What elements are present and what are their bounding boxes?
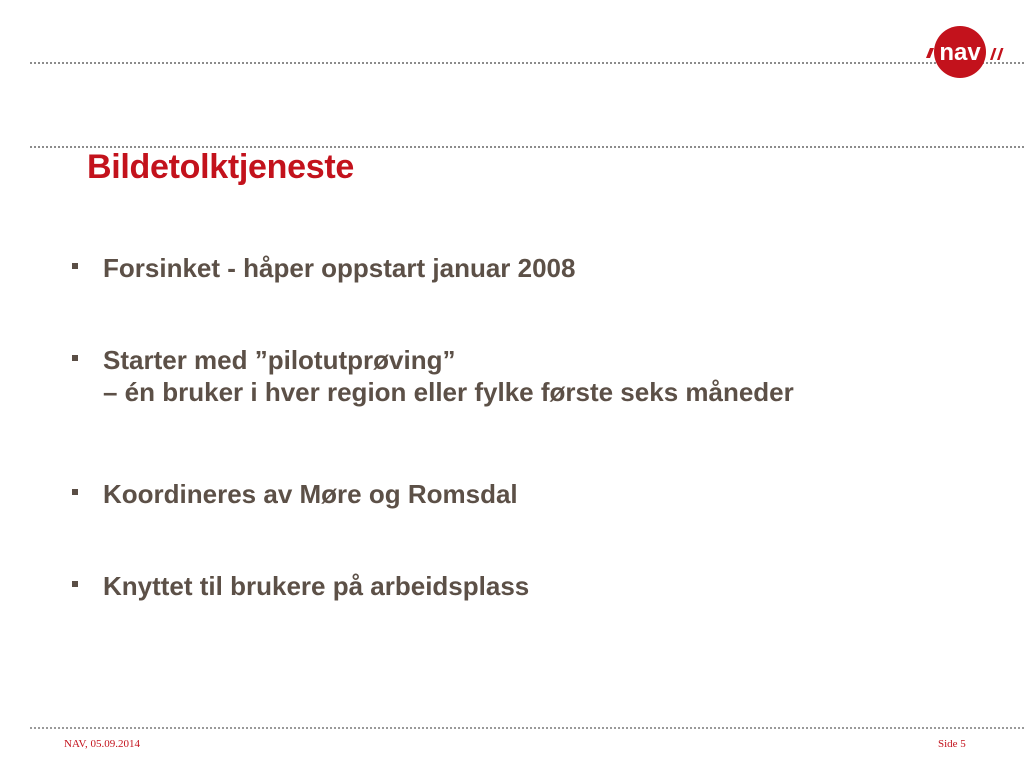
page-number: Side 5: [938, 738, 966, 750]
nav-logo-icon: [916, 24, 1006, 80]
bullet-line: Koordineres av Møre og Romsdal: [103, 479, 518, 509]
footer-dotted-rule: [30, 727, 1024, 729]
square-bullet-icon: [72, 489, 78, 495]
top-dotted-rule: [30, 62, 1024, 64]
square-bullet-icon: [72, 355, 78, 361]
bullet-line: Forsinket - håper oppstart januar 2008: [103, 253, 576, 283]
bullet-text: [103, 570, 529, 602]
bullet-text: [103, 344, 794, 408]
bullet-text: [103, 478, 518, 510]
bullet-line: Starter med ”pilotutprøving”: [103, 345, 456, 375]
nav-logo-text: nav: [939, 39, 981, 66]
slide-title: Bildetolktjeneste: [87, 148, 354, 186]
bullet-text: [103, 252, 575, 284]
bullet-line: – én bruker i hver region eller fylke første seks måneder: [103, 377, 794, 407]
square-bullet-icon: [72, 263, 78, 269]
square-bullet-icon: [72, 581, 78, 587]
footer-date: NAV, 05.09.2014: [64, 738, 140, 750]
bullet-line: Knyttet til brukere på arbeidsplass: [103, 571, 530, 601]
nav-logo: [916, 24, 1006, 80]
